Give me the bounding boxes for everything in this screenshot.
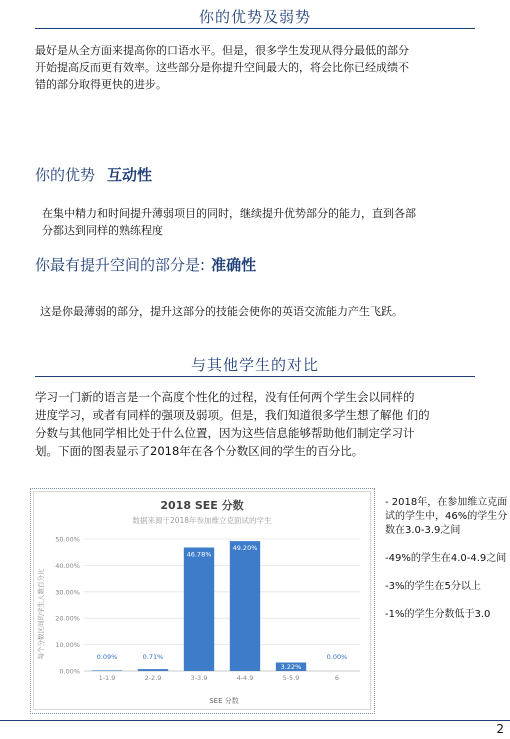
chart-bars	[92, 541, 306, 671]
intro-line: 开始提高反而更有效率。这些部分是你提升空间最大的，将会比你已经成绩不	[35, 61, 409, 74]
comparison-line: 分数与其他同学相比处于什么位置，因为这些信息能够帮助他们制定学习计	[35, 426, 415, 440]
side-note: -3%的学生在5分以上	[385, 581, 481, 592]
bar-value-label: 46.78%	[186, 550, 212, 559]
intro-line: 错的部分取得更快的进步。	[35, 78, 167, 91]
improve-heading	[35, 254, 256, 275]
chart-side-notes	[385, 496, 510, 636]
strength-line: 在集中精力和时间提升薄弱项目的同时，继续提升优势部分的能力，直到各部	[42, 207, 416, 220]
section-rule	[35, 28, 475, 29]
bar-value-label: 0.71%	[142, 653, 164, 661]
chart-subtitle: 数据来源于2018年参加维立克面试的学生	[132, 516, 272, 525]
page-number: 2	[496, 722, 504, 736]
bar-value-label: 49.20%	[232, 544, 258, 553]
strength-value: 互动性	[107, 166, 153, 184]
bar	[230, 541, 260, 671]
chart-data-labels	[97, 544, 348, 671]
comparison-line: 学习一门新的语言是一个高度个性化的过程，没有任何两个学生会以同样的	[35, 390, 415, 404]
chart-panel	[33, 491, 371, 710]
section-title-strengths-weaknesses: 你的优势及弱势	[198, 8, 311, 26]
improve-label: 你最有提升空间的部分是:	[35, 256, 206, 274]
x-tick-label: 3-3.9	[190, 674, 208, 682]
chart-container	[30, 488, 375, 714]
comparison-line: 进度学习，或者有同样的强项及弱项。但是，我们知道很多学生想了解他 们的	[35, 408, 430, 422]
bar	[184, 548, 214, 671]
x-tick-label: 2-2.9	[144, 674, 162, 682]
score-distribution-chart	[34, 492, 370, 709]
chart-gridlines	[84, 539, 360, 671]
intro-paragraph	[35, 42, 495, 93]
comparison-paragraph	[35, 388, 505, 460]
y-tick-label: 50.00%	[55, 535, 80, 544]
bar-value-label: 0.09%	[96, 653, 118, 661]
y-tick-label: 40.00%	[55, 561, 80, 570]
strength-heading	[35, 164, 152, 185]
bar-value-label: 0.00%	[326, 653, 348, 661]
chart-y-ticks	[55, 536, 80, 676]
chart-x-axis-label: SEE 分数	[209, 697, 239, 705]
side-note: -1%的学生分数低于3.0	[385, 609, 491, 620]
y-tick-label: 20.00%	[55, 614, 80, 623]
y-tick-label: 0.00%	[59, 667, 80, 676]
x-tick-label: 5-5.9	[282, 674, 300, 682]
bar	[92, 670, 122, 671]
chart-y-axis-label: 每个分数区间的学生人数百分比	[37, 568, 45, 660]
improve-paragraph: 这是你最薄弱的部分，提升这部分的技能会使你的英语交流能力产生飞跃。	[40, 305, 403, 318]
improve-value: 准确性	[211, 256, 257, 274]
section-title-comparison: 与其他学生的对比	[190, 356, 319, 374]
strength-label: 你的优势	[35, 166, 96, 184]
x-tick-label: 6	[334, 674, 340, 682]
strength-paragraph	[42, 205, 497, 239]
side-note: -49%的学生在4.0-4.9之间	[385, 553, 507, 564]
bar	[138, 669, 168, 671]
section-rule	[35, 376, 475, 377]
x-tick-label: 1-1.9	[98, 674, 116, 682]
y-tick-label: 10.00%	[55, 641, 80, 650]
footer-rule	[0, 720, 510, 721]
intro-line: 最好是从全方面来提高你的口语水平。但是，很多学生发现从得分最低的部分	[35, 44, 409, 57]
comparison-line: 划。下面的图表显示了2018年在各个分数区间的学生的百分比。	[35, 444, 364, 458]
x-tick-label: 4-4.9	[236, 674, 254, 682]
strength-line: 分都达到同样的熟练程度	[42, 224, 163, 237]
side-note: - 2018年，在参加维立克面试的学生中，46%的学生分数在3.0-3.9之间	[385, 497, 508, 536]
chart-title: 2018 SEE 分数	[160, 499, 244, 512]
bar-value-label: 3.22%	[280, 663, 302, 671]
chart-x-ticks	[99, 674, 339, 682]
y-tick-label: 30.00%	[55, 588, 80, 597]
